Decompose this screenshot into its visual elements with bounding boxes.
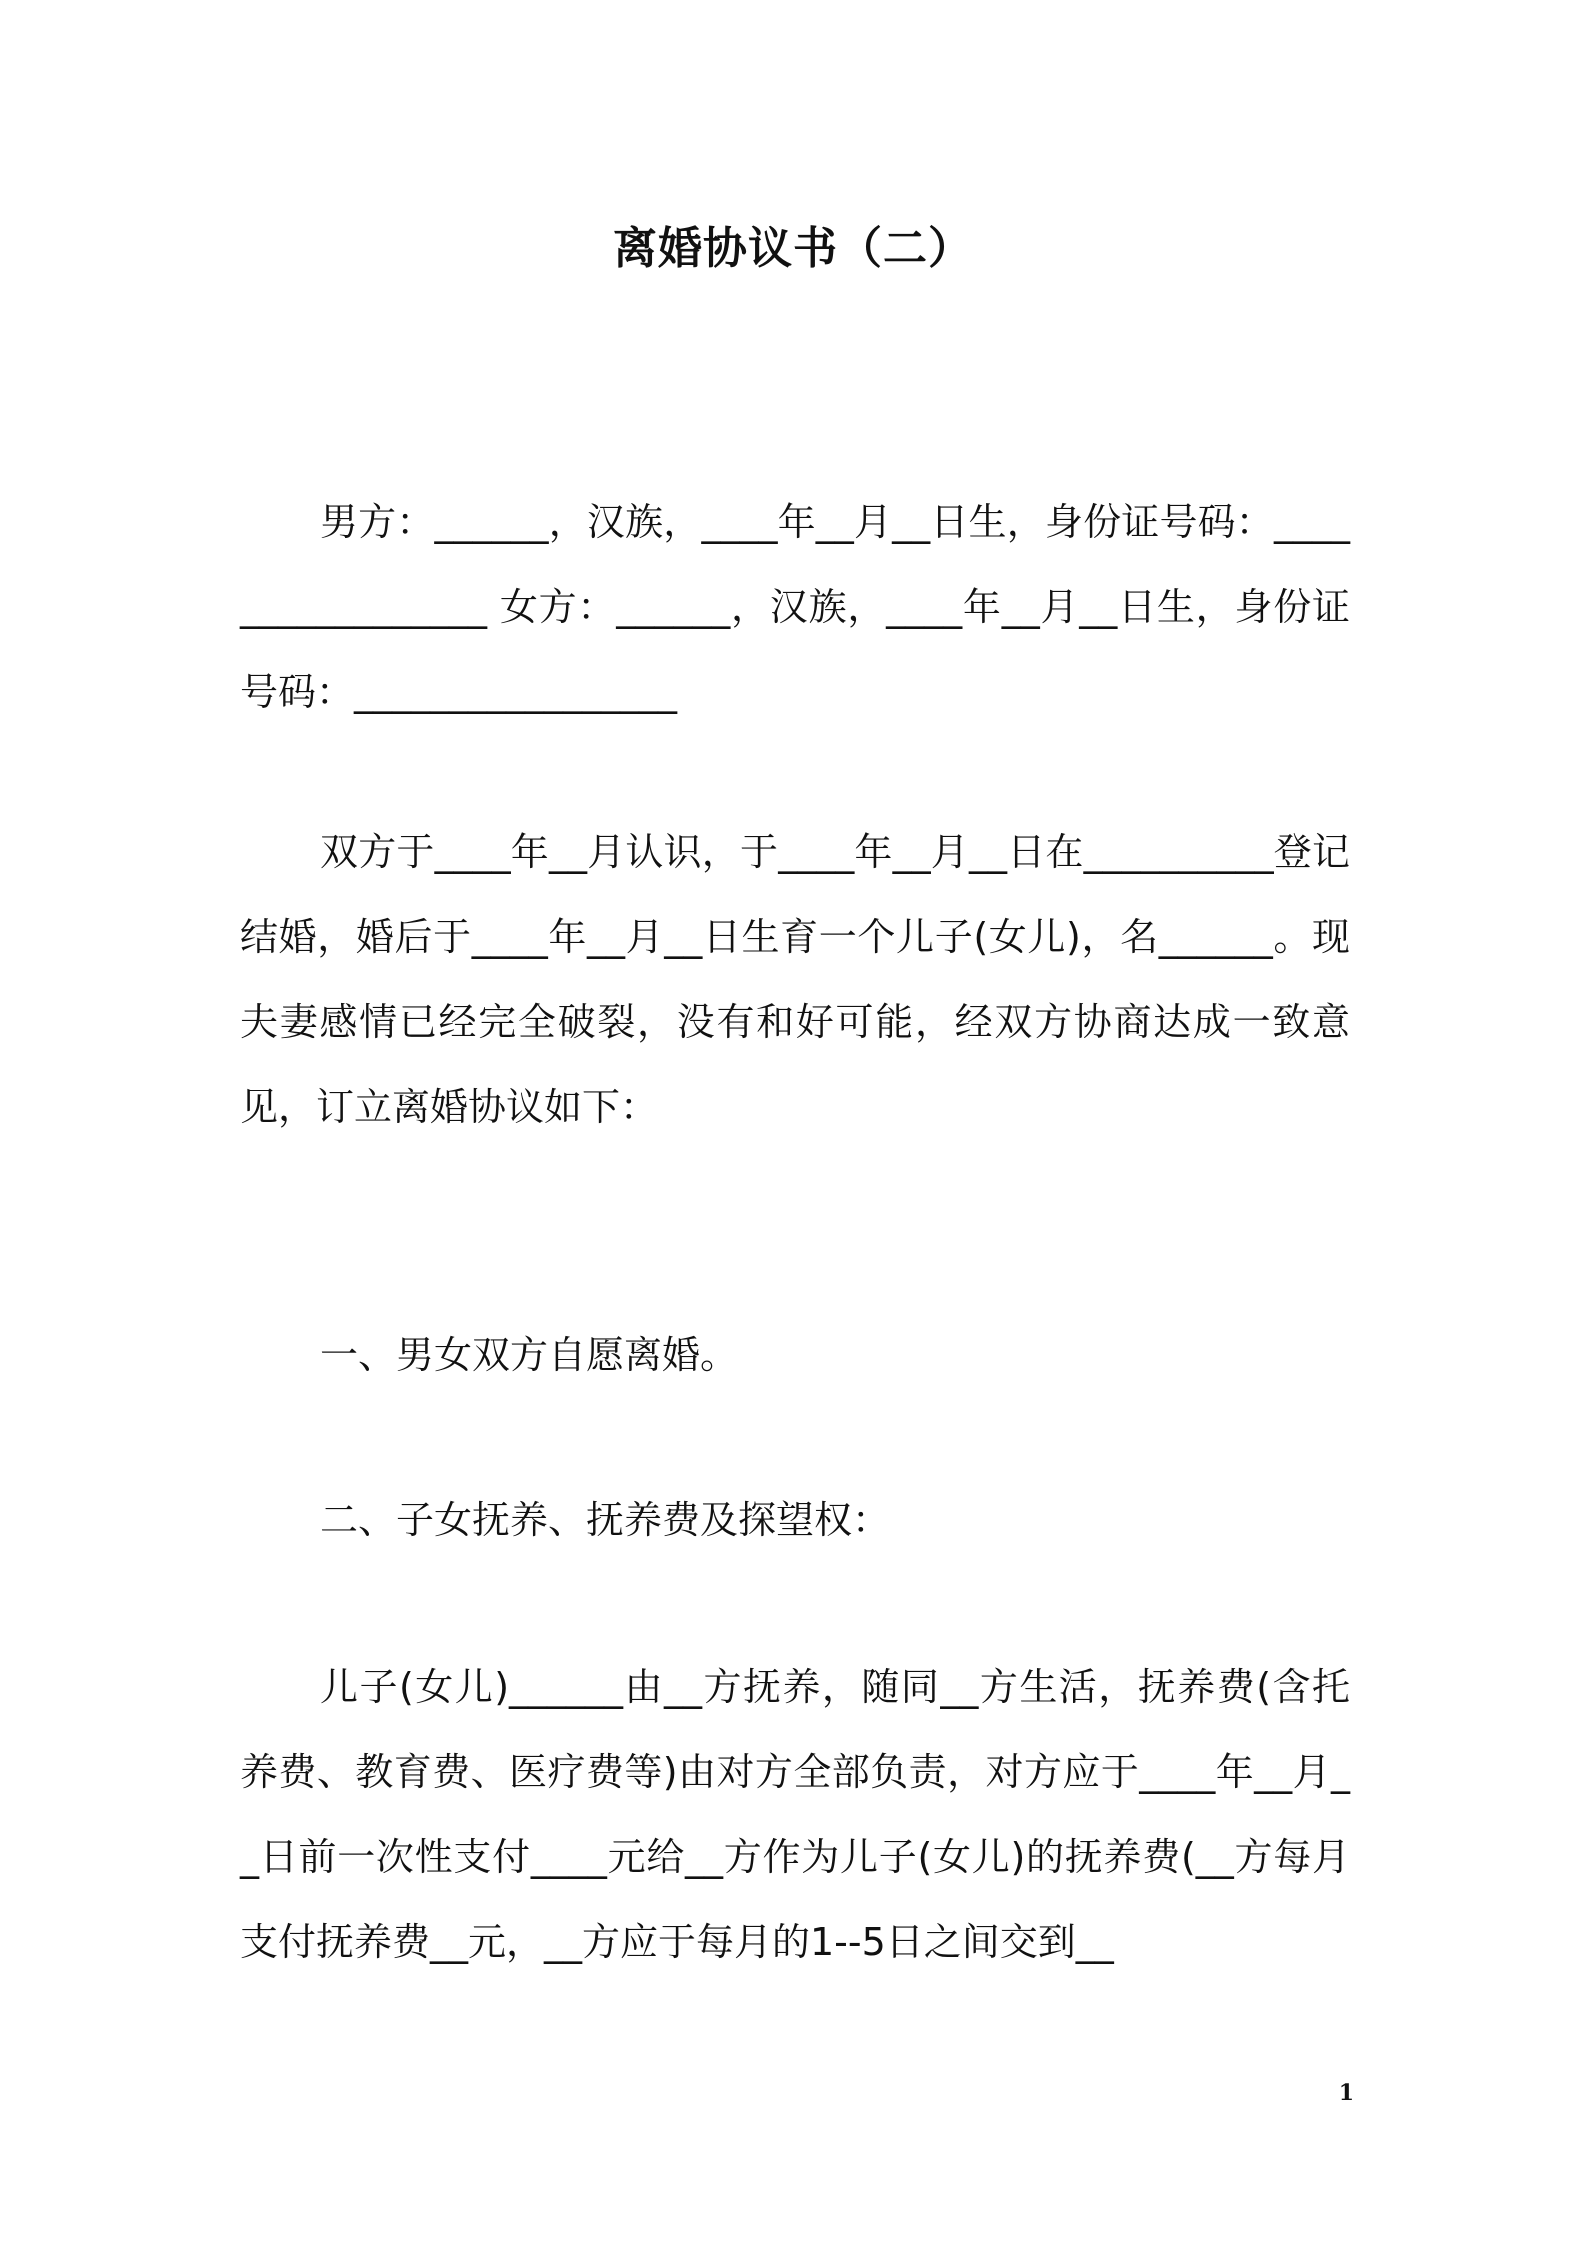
document-title: 离婚协议书（二） xyxy=(613,223,973,274)
child-support-paragraph: 儿子(女儿)______由__方抚养，随同__方生活，抚养费(含托养费、教育费、医疗费等)由对方全部负责，对方应于____年__月__日前一次性支付____元给__方作为儿子(女儿)的抚养费(__方每月支付抚养费__元，__方应于每月的1--5日之间交到__ xyxy=(240,1665,1350,1964)
clause-voluntary-divorce: 一、男女双方自愿离婚。 xyxy=(320,1333,739,1377)
background-paragraph: 双方于____年__月认识，于____年__月__日在__________登记结婚，婚后于____年__月__日生育一个儿子(女儿)，名______。现夫妻感情已经完全破裂，没有和好可能，经双方协商达成一致意见，订立离婚协议如下： xyxy=(240,830,1350,1129)
clause-child-custody-heading: 二、子女抚养、抚养费及探望权： xyxy=(320,1498,891,1542)
parties-paragraph: 男方：______，汉族，____年__月__日生，身份证号码：_________________ 女方：______，汉族，____年__月__日生，身份证号码：_________________ xyxy=(240,500,1350,714)
page-number: 1 xyxy=(1338,2080,1354,2106)
